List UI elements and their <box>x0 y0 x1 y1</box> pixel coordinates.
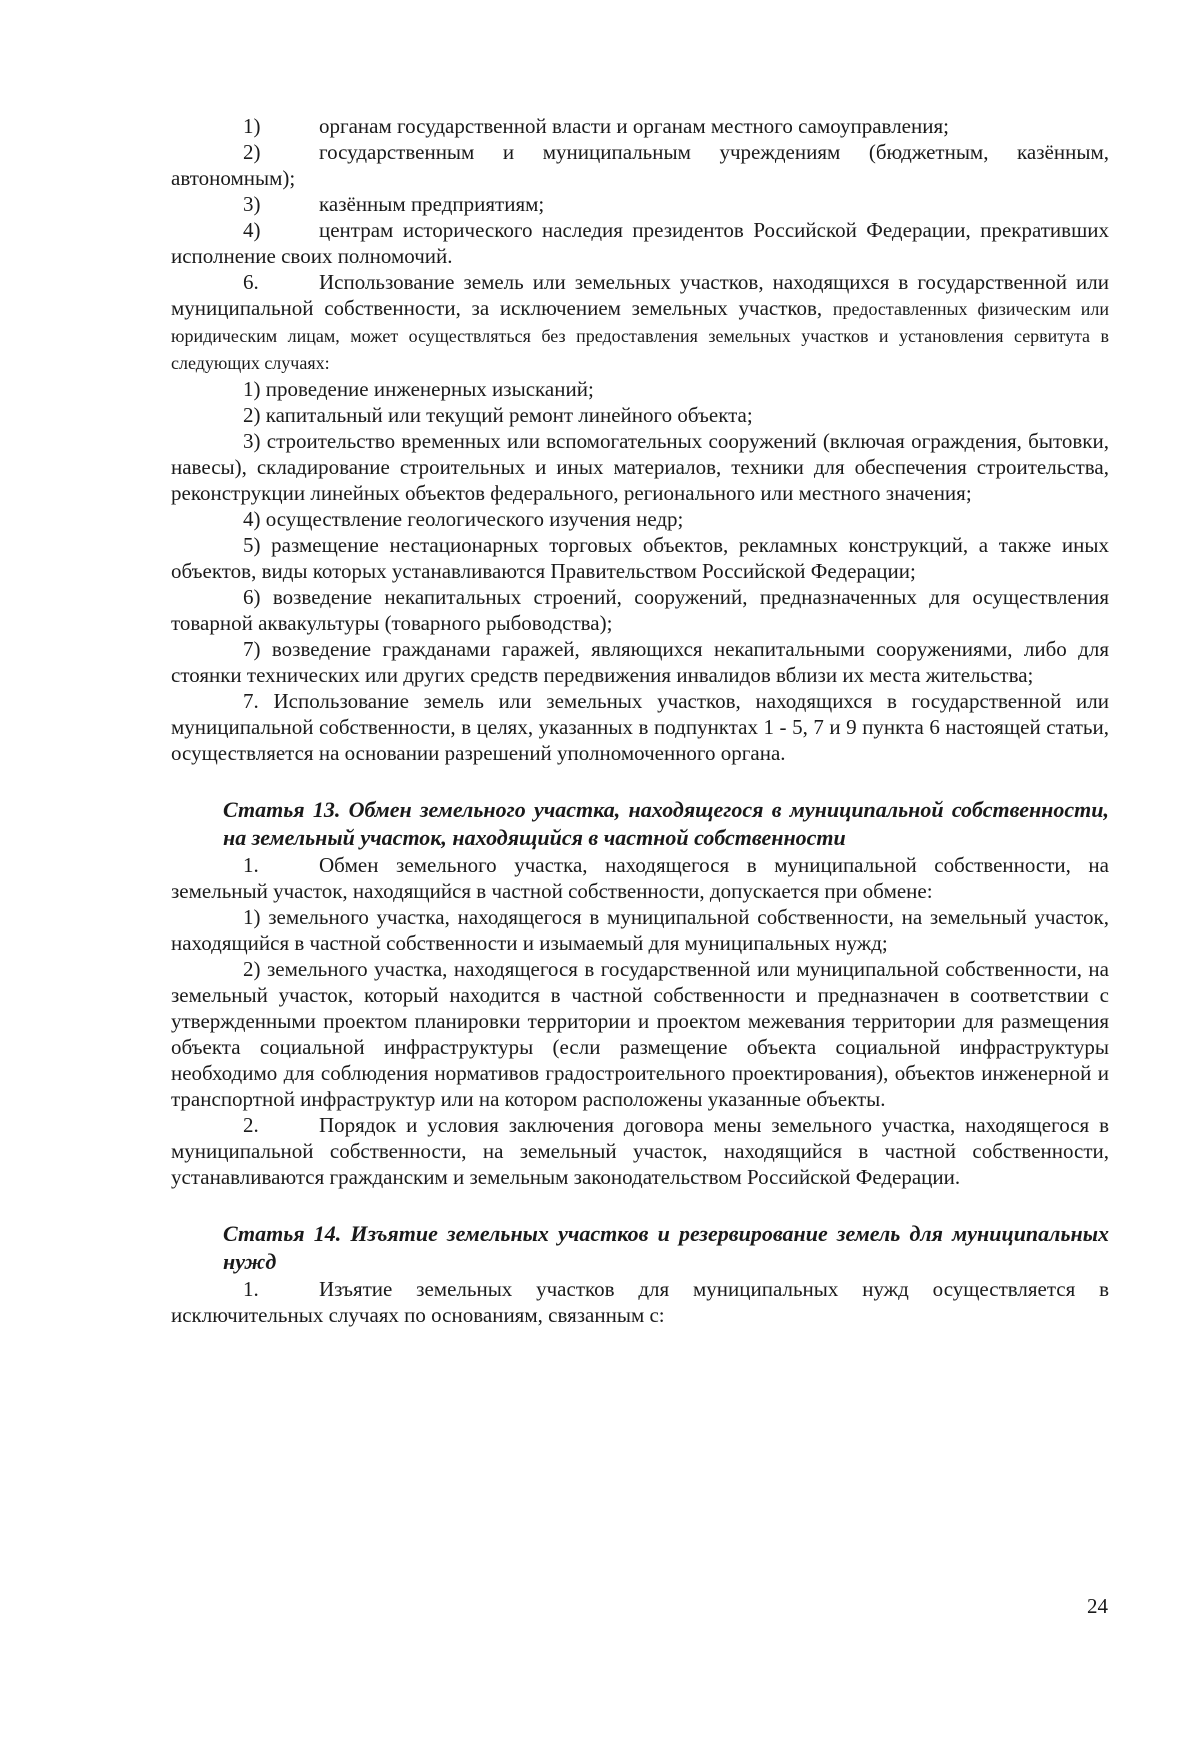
item-number: 4) <box>243 218 261 242</box>
paragraph-7: 7. Использование земель или земельных участков, находящихся в государственной или муниципальной собственности, в целях, указанных в подпунктах 1 - 5, 7 и 9 пункта 6 настоящей статьи, осуществляется на основании разрешений уполномоченного органа. <box>171 689 1109 765</box>
paragraph-text: Использование земель или земельных участков, находящихся в государственной или муниципальной собственности, за исключением земельных участков, <box>171 270 1109 320</box>
paragraph <box>171 1112 1109 1190</box>
list-item: 6) возведение некапитальных строений, сооружений, предназначенных для осуществления товарной аквакультуры (товарного рыбоводства); <box>171 585 1109 635</box>
item-number: 6. <box>243 270 259 294</box>
item-text: органам государственной власти и органам местного самоуправления; <box>319 114 949 138</box>
list-item: 1) проведение инженерных изысканий; <box>243 377 594 401</box>
list-item <box>171 191 1109 217</box>
list-item: 1) земельного участка, находящегося в муниципальной собственности, на земельный участок, находящийся в частной собственности и изымаемый для муниципальных нужд; <box>171 905 1109 955</box>
list-item: 5) размещение нестационарных торговых объектов, рекламных конструкций, а также иных объектов, виды которых устанавливаются Правительством Российской Федерации; <box>171 533 1109 583</box>
item-text: казённым предприятиям; <box>319 192 545 216</box>
article-13-heading: Статья 13. Обмен земельного участка, находящегося в муниципальной собственности, на земельный участок, находящийся в частной собственности <box>223 797 1109 850</box>
list-item: 3) строительство временных или вспомогательных сооружений (включая ограждения, бытовки, навесы), складирование строительных и иных материалов, техники для обеспечения строительства, реконструкции линейных объектов федерального, регионального или местного значения; <box>171 429 1109 505</box>
item-text: центрам исторического наследия президентов Российской Федерации, прекративших исполнение своих полномочий. <box>171 218 1109 268</box>
list-item: 7) возведение гражданами гаражей, являющихся некапитальными сооружениями, либо для стоянки технических или других средств передвижения инвалидов вблизи их места жительства; <box>171 637 1109 687</box>
page-number: 24 <box>1087 1594 1108 1618</box>
item-number: 1. <box>243 853 259 877</box>
list-item <box>171 217 1109 269</box>
article-14-heading: Статья 14. Изъятие земельных участков и резервирование земель для муниципальных нужд <box>223 1221 1109 1274</box>
item-number: 3) <box>243 192 261 216</box>
paragraph <box>171 852 1109 904</box>
list-item <box>171 139 1109 191</box>
paragraph-text: Изъятие земельных участков для муниципальных нужд осуществляется в исключительных случаях по основаниям, связанным с: <box>171 1277 1109 1327</box>
item-number: 1. <box>243 1277 259 1301</box>
list-item: 4) осуществление геологического изучения недр; <box>243 507 684 531</box>
paragraph-6 <box>171 269 1109 376</box>
item-number: 1) <box>243 114 261 138</box>
page-content <box>171 113 1109 1328</box>
paragraph-text: Обмен земельного участка, находящегося в муниципальной собственности, на земельный участок, находящийся в частной собственности, допускается при обмене: <box>171 853 1109 903</box>
list-item <box>171 113 1109 139</box>
paragraph-text-small: предоставленных физическим или юридическим лицам, может осуществляться без предоставления земельных участков и установления сервитута в следующих случаях: <box>171 299 1110 373</box>
item-number: 2) <box>243 140 261 164</box>
item-text: государственным и муниципальным учреждениям (бюджетным, казённым, автономным); <box>171 140 1109 190</box>
list-item: 2) капитальный или текущий ремонт линейного объекта; <box>243 403 753 427</box>
item-number: 2. <box>243 1113 259 1137</box>
paragraph <box>171 1276 1109 1328</box>
paragraph-text: Порядок и условия заключения договора мены земельного участка, находящегося в муниципальной собственности, на земельный участок, находящийся в частной собственности, устанавливаются гражданским и земельным законодательством Российской Федерации. <box>171 1113 1109 1189</box>
list-item: 2) земельного участка, находящегося в государственной или муниципальной собственности, на земельный участок, который находится в частной собственности и предназначен в соответствии с утвержденными проектом планировки территории и проектом межевания территории для размещения объекта социальной инфраструктуры (если размещение объекта социальной инфраструктуры необходимо для соблюдения нормативов градостроительного проектирования), объектов инженерной и транспортной инфраструктур или на котором расположены указанные объекты. <box>171 957 1109 1111</box>
